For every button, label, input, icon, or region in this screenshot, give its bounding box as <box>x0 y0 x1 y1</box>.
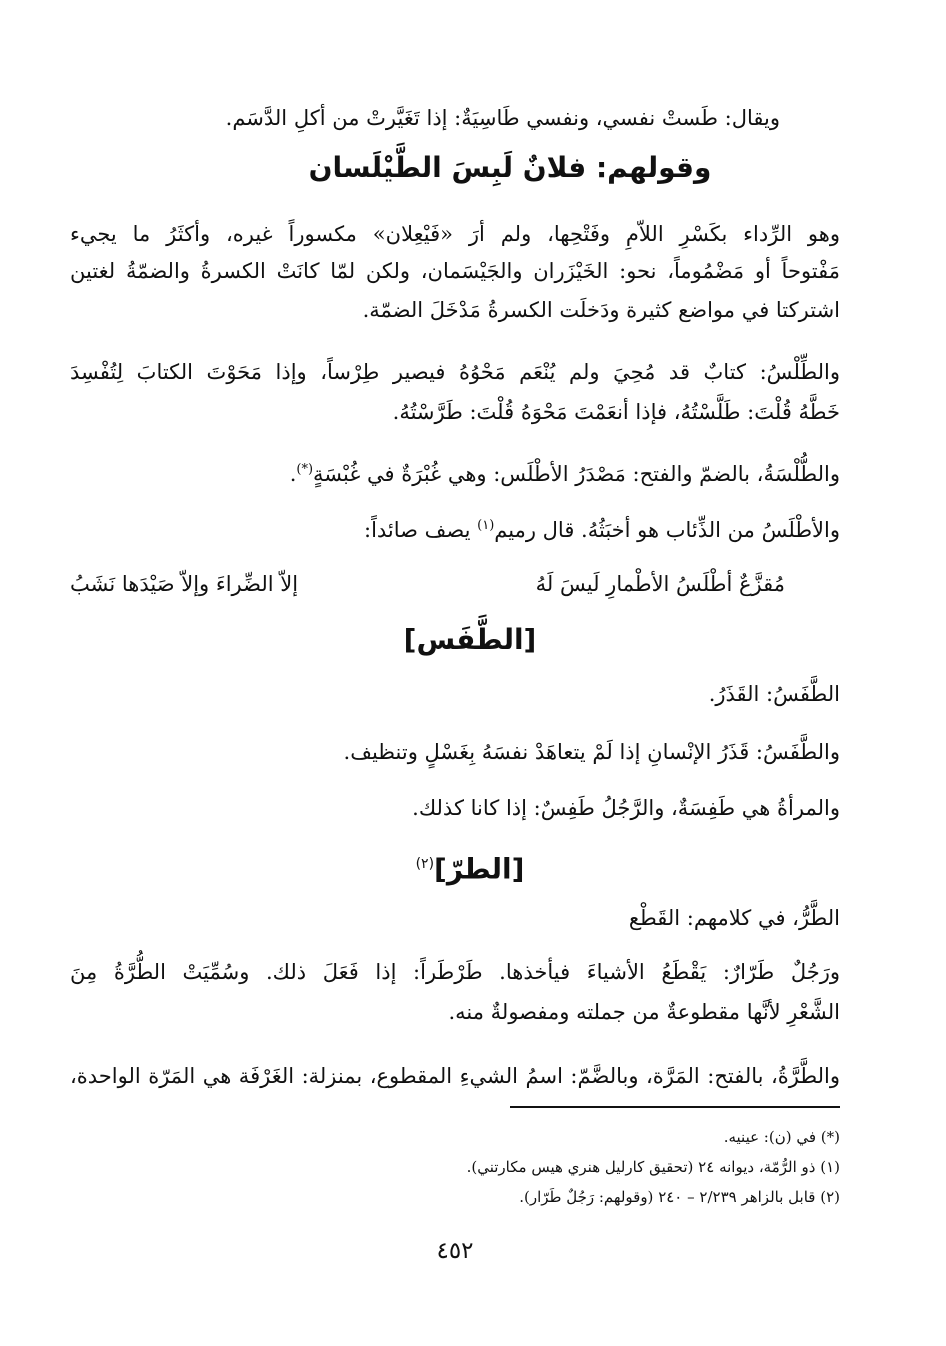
footnote-2: (١) ذو الرُّمّة، ديوانه ٢٤ (تحقيق كارليل هنري هيس مكارتني). <box>466 1158 840 1176</box>
intro-line: ويقال: طَستْ نفسي، ونفسي طَاسِيَةٌ: إذا تَغَيَّرتْ من أكلِ الدَّسَم. <box>225 106 780 130</box>
p4-end: يصف صائداً: <box>364 518 478 542</box>
p6-line: والطَّفَسُ: قَذَرُ الإنْسانِ إذا لَمْ يتعاهَدْ نفسَهُ بِغَسْلٍ وتنظيف. <box>343 740 840 764</box>
p10-line: والطَّرَّةُ، بالفتح: المَرَّة، وبالضَّمّ: اسمُ الشيءِ المقطوع، بمنزلة: الغَرْفَة هي المَرّة الواحدة، <box>70 1064 840 1088</box>
p8-line: الطَّرُّ، في كلامهم: القَطْع <box>628 906 840 930</box>
verse-first-hemistich: مُقزَّعٌ أطْلَسُ الأطْمارِ لَيسَ لَهُ <box>535 572 785 596</box>
footnote-1: (*) في (ن): عينيه. <box>723 1128 840 1146</box>
p4-line <box>70 510 840 546</box>
p9-line-1: ورَجُلٌ طَرّارٌ: يَقْطَعُ الأشياءَ فيأخذها. طَرْطَراً: إذا فَعَلَ ذلك. وسُمِّيَتْ الطُّرَّةُ مِنَ <box>70 960 840 984</box>
p1-line-3: اشتركتا في مواضع كثيرة ودَخلَت الكسرةُ مَدْخَلَ الضمّة. <box>362 298 840 322</box>
p3-text: والطُّلْسَةُ، بالضمّ والفتح: مَصْدَرُ الأطْلَس: وهي غُبْرَةٌ في غُبْسَةٍ <box>313 462 840 486</box>
heading-tarr <box>70 844 840 889</box>
p2-line-2: خَطَّهُ قُلْتَ: طَلَّسْتُهُ، فإذا أنعَمْتَ مَحْوَهُ قُلْتَ: طَرَّسْتُهُ. <box>392 400 840 424</box>
p4-text: والأطْلَسُ من الذِّئاب هو أخبَثُهُ. قال رميم <box>494 518 840 542</box>
p3-end: . <box>289 462 297 486</box>
p5-line: الطَّفَسُ: القَذَرُ. <box>708 682 840 706</box>
p4-footnote-mark: (١) <box>477 518 495 533</box>
heading-taylasan: وقولهم: فلانٌ لَبِسَ الطَّيْلَسان <box>308 151 712 184</box>
page-number: ٤٥٢ <box>436 1238 474 1264</box>
verse-second-hemistich: إلاّ الضِّراءَ وإلاّ صَيْدَها نَشَبُ <box>70 572 299 596</box>
p2-line-1: والطِّلْسُ: كتابٌ قد مُحِيَ ولم يُنْعَم مَحْوُهُ فيصير طِرْساً، وإذا مَحَوْتَ الكتابَ لِتُفْسِدَ <box>70 360 840 384</box>
p9-line-2: الشَّعْرِ لأنَّها مقطوعةٌ من جملته ومفصولةٌ منه. <box>448 1000 840 1024</box>
p3-line <box>70 454 840 490</box>
p1-line-2: مَفْتوحاً أو مَضْمُوماً، نحو: الخَيْزَران والجَيْسَمان، ولكن لمّا كانَتْ الكسرةُ والضمّةُ لغتين <box>70 259 840 283</box>
p1-line-1: وهو الرِّداء بكَسْرِ اللاّمِ وفَتْحِها، ولم أرَ «فَيْعِلان» مكسوراً غيره، وأكثَرُ ما يجيء <box>70 222 840 246</box>
heading-tafas: [الطَّفَس] <box>403 623 537 656</box>
p3-footnote-mark: (*) <box>296 462 314 477</box>
p7-line: والمرأةُ هي طَفِسَةٌ، والرَّجُلُ طَفِسٌ: إذا كانا كذلك. <box>412 796 840 820</box>
heading-tarr-text: [الطرّ] <box>434 852 525 886</box>
heading-tarr-footnote-mark: (٢) <box>415 856 435 872</box>
footnote-separator <box>510 1106 840 1108</box>
footnote-3: (٢) قابل بالزاهر ٢/٢٣٩ – ٢٤٠ (وقولهم: رَجُلٌ طَرّار). <box>519 1188 840 1206</box>
